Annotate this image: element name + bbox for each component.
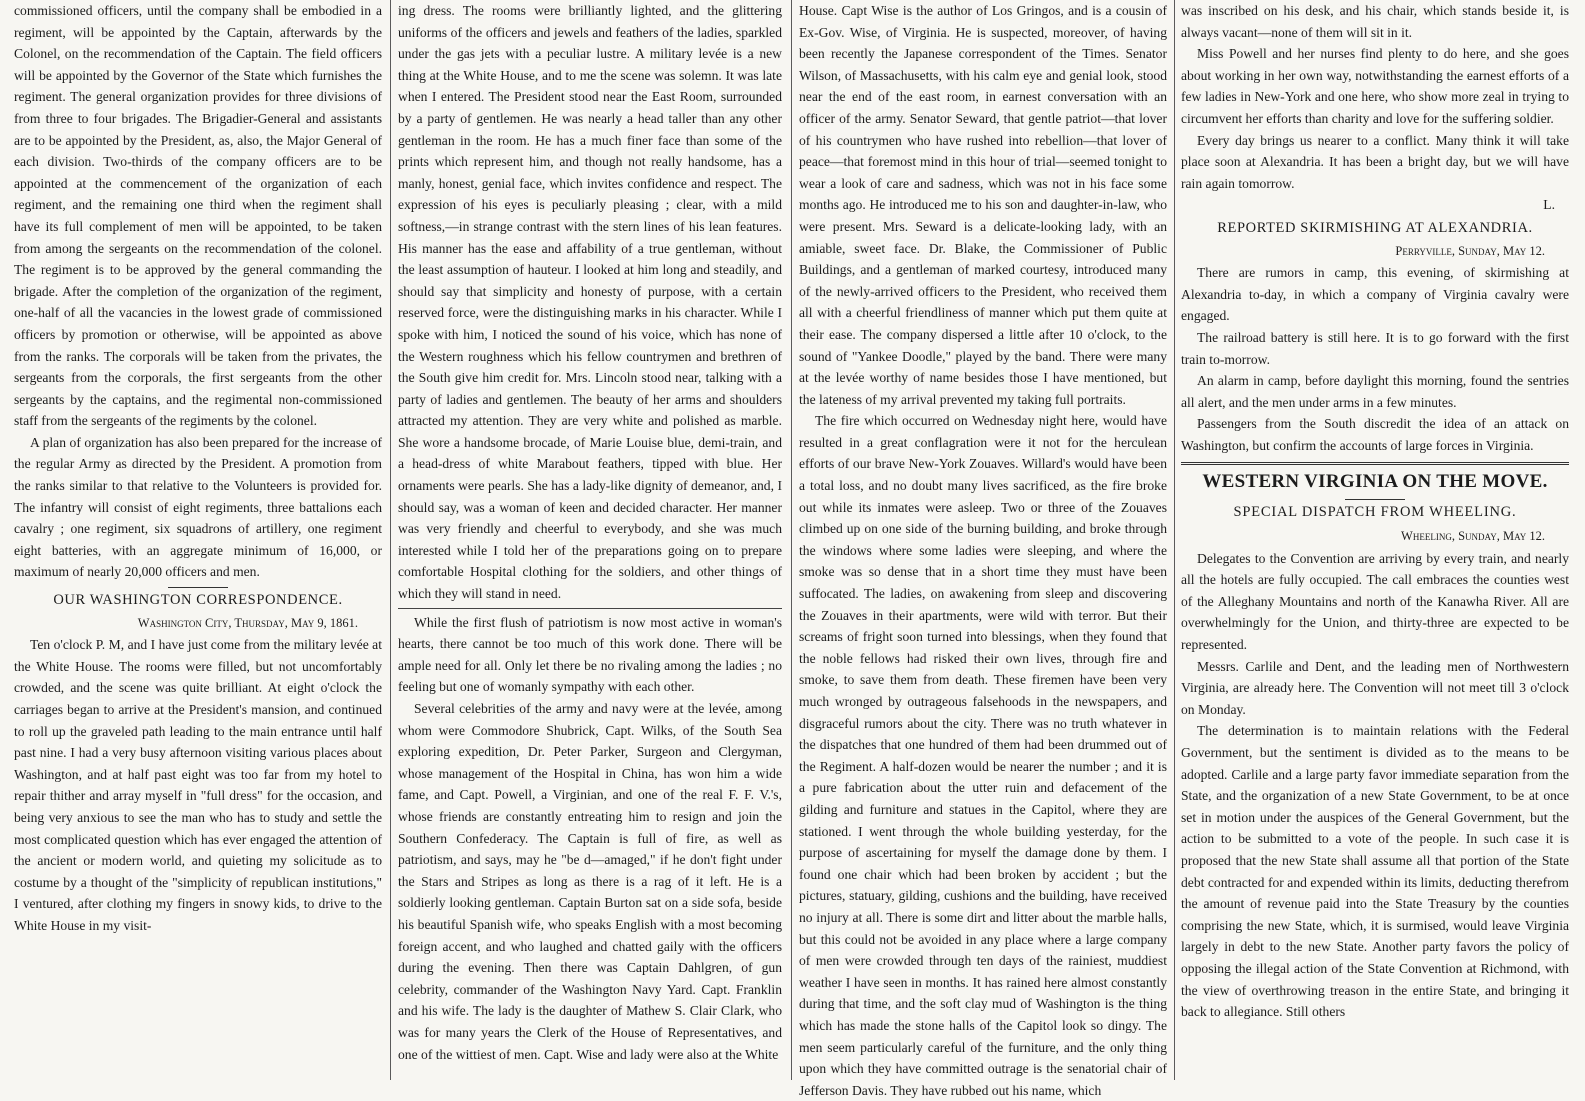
- paragraph: was inscribed on his desk, and his chair, which stands beside it, is always vacant—none of them will sit in it.: [1181, 3, 1569, 40]
- paragraph: An alarm in camp, before daylight this morning, found the sentries all alert, and the men under arms in a few minutes.: [1181, 373, 1569, 410]
- paragraph: Every day brings us nearer to a conflict. Many think it will take place soon at Alexandria. It has been a bright day, but we will have rain again tomorrow.: [1181, 132, 1569, 191]
- paragraph: Messrs. Carlile and Dent, and the leading men of Northwestern Virginia, are already here. The Convention will not meet till 3 o'clock on Monday.: [1181, 658, 1569, 717]
- paragraph: There are rumors in camp, this evening, of skirmishing at Alexandria to-day, in which a company of Virginia cavalry were engaged.: [1181, 265, 1569, 324]
- divider: [398, 608, 782, 609]
- column-rule: [390, 0, 391, 1080]
- paragraph: Delegates to the Convention are arriving by every train, and nearly all the hotels are fully occupied. The call embraces the counties west of the Alleghany Mountains and north of the Kanawha River. All are overwhelmingly for the Union, and thirty-three are expected to be represented.: [1181, 550, 1569, 653]
- column-1: [14, 0, 382, 1080]
- paragraph: A plan of organization has also been prepared for the increase of the regular Army as directed by the President. A promotion from the ranks similar to that relative to the Volunteers is provided for. The infantry will consist of eight regiments, three battalions each cavalry ; one regiment, six squadrons of artillery, one regiment eight batteries, with an aggregate minimum of 16,000, or maximum of nearly 20,000 officers and men.: [14, 434, 382, 580]
- article-heading: REPORTED SKIRMISHING AT ALEXANDRIA.: [1217, 219, 1533, 236]
- column-2: [398, 0, 782, 1080]
- column-rule: [1174, 0, 1175, 1080]
- divider: [1345, 499, 1405, 500]
- paragraph: Passengers from the South discredit the idea of an attack on Washington, but confirm the accounts of large forces in Virginia.: [1181, 416, 1569, 453]
- column-rule: [791, 0, 792, 1080]
- dateline: Washington City, Thursday, May 9, 1861.: [137, 615, 358, 630]
- column-4: [1181, 0, 1569, 1080]
- paragraph: While the first flush of patriotism is now most active in woman's hearts, there cannot be too much of this work done. There will be ample need for all. Only let there be no rivaling among the ladies ; no feeling but one of womanly sympathy with each other.: [398, 614, 782, 695]
- paragraph: Several celebrities of the army and navy were at the levée, among whom were Commodore Shubrick, Capt. Wilks, of the South Sea exploring expedition, Dr. Peter Parker, Surgeon and Clergyman, whose management of the Hospital in China, has won him a wide fame, and Capt. Powell, a Virginian, and one of the real F. F. V.'s, whose friends are constantly entreating him to resign and join the Southern Confederacy. The Captain is full of fire, as well as patriotism, and says, may he "be d—amaged," if he don't fight under the Stars and Stripes as long as there is a rag of it left. He is a soldierly looking gentleman. Captain Burton sat on a side sofa, beside his beautiful Spanish wife, who speaks English with a most becoming foreign accent, and who laughed and chatted gaily with the officers during the evening. Then there was Captain Dahlgren, of gun celebrity, commander of the Washington Navy Yard. Capt. Franklin and his wife. The lady is the daughter of Mathew S. Clair Clark, who was for many years the Clerk of the House of Representatives, and one of the wittiest of men. Capt. Wise and lady were also at the White: [398, 701, 782, 1062]
- paragraph: ing dress. The rooms were brilliantly lighted, and the glittering uniforms of the officers and jewels and feathers of the ladies, sparkled under the gas jets with a peculiar lustre. A military levée is a new thing at the White House, and to me the scene was solemn. It was late when I entered. The President stood near the East Room, surrounded by a party of gentlemen. He was nearly a head taller than any other gentleman in the room. He has a much finer face than some of the prints which represent him, and though not really handsome, has a manly, honest, genial face, which invites confidence and respect. The expression of his eyes is peculiarly pleasing ; clear, with a mild softness,—in strange contrast with the stern lines of his lean features. His manner has the ease and affability of a true gentleman, without the least assumption of hauteur. I looked at him long and steadily, and should say that simplicity and honesty of purpose, with a certain reserved force, were the distinguishing marks in his character. While I spoke with him, I noticed the sound of his voice, which has none of the Western roughness which his fellow countrymen and brethren of the South give him credit for. Mrs. Lincoln stood near, talking with a party of ladies and gentlemen. The beauty of her arms and shoulders attracted my attention. They are very white and polished as marble. She wore a handsome brocade, of Marie Louise blue, demi-train, and a head-dress of white Marabout feathers, tipped with blue. Her ornaments were pearls. She has a lady-like dignity of demeanor, and, I should say, was a woman of keen and decided character. Her manner was very friendly and cheerful to everybody, and she was much interested while I told her of the preparations going on to prepare comfortable Hospital clothing for the soldiers, and other things of which they will stand in need.: [398, 3, 782, 602]
- paragraph: The fire which occurred on Wednesday night here, would have resulted in a great conflagration were it not for the herculean efforts of our brave New-York Zouaves. Willard's would have been a total loss, and no doubt many lives sacrificed, as the fire broke out while its inmates were asleep. Two or three of the Zouaves climbed up on one side of the burning building, and broke through the windows where some ladies were sleeping, and where the smoke was so dense that in a short time they must have been suffocated. The ladies, on awakening from sleep and discovering the Zouaves in their apartments, were wild with terror. But their screams of fright soon turned into blessings, when they found that the noble fellows had risked their own lives, through fire and smoke, to save them from death. These firemen have been very much wronged by outrageous falsehoods in the newspapers, and disgraceful rumors about the city. There was no truth whatever in the dispatches that one hundred of them had been drummed out of the Regiment. A half-dozen would be nearer the number ; and it is a pure fabrication about the utter ruin and defacement of the gilding and furniture and statues in the Capitol, where they are stationed. I went through the whole building yesterday, for the purpose of ascertaining for myself the damage done by them. I found one chair which had been broken by accident ; but the pictures, statuary, gilding, cushions and the building, have received no injury at all. There is some dirt and litter about the marble halls, but this could not be avoided in any place where a large company of men were crowded through ten days of the rainiest, muddiest weather I have seen in months. It has rained here almost constantly during that time, and the soft clay mud of Washington is the thing which has made the stone halls of the Capitol look so dingy. The men seem particularly careful of the furniture, and the only thing upon which they have committed outrage is the senatorial chair of Jefferson Davis. They have rubbed out his name, which: [799, 413, 1167, 1098]
- paragraph: The railroad battery is still here. It is to go forward with the first train to-morrow.: [1181, 329, 1569, 367]
- paragraph: House. Capt Wise is the author of Los Gringos, and is a cousin of Ex-Gov. Wise, of Virginia. He is suspected, moreover, of having been recently the Japanese correspondent of the Times. Senator Wilson, of Massachusetts, with his calm eye and genial look, stood near the end of the east room, in earnest conversation with an officer of the army. Senator Seward, that gentle patriot—that lover of his countrymen who have rushed into rebellion—that lover of peace—that foremost mind in this hour of trial—seemed tonight to wear a look of care and sadness, which was not in his face some months ago. He introduced me to his son and daughter-in-law, who were present. Mrs. Seward is a delicate-looking lady, with an amiable, sweet face. Dr. Blake, the Commissioner of Public Buildings, and a gentleman of marked courtesy, introduced many of the newly-arrived officers to the President, who received them all with a cheerful friendliness of manner which put them quite at their ease. The company dispersed a little after 10 o'clock, to the sound of "Yankee Doodle," played by the band. There were many at the levée worthy of name besides those I have mentioned, but the lateness of my arrival prevented my taking full portraits.: [799, 3, 1167, 407]
- paragraph: Miss Powell and her nurses find plenty to do here, and she goes about working in her own way, notwithstanding the earnest efforts of a few ladies in New-York and one here, who show more zeal in trying to circumvent her efforts than charity and love for the suffering soldier.: [1181, 46, 1569, 126]
- article-headline: WESTERN VIRGINIA ON THE MOVE.: [1181, 462, 1569, 495]
- dateline: Wheeling, Sunday, May 12.: [1401, 529, 1545, 544]
- paragraph: commissioned officers, until the company shall be embodied in a regiment, will be appointed by the Captain, afterwards by the Colonel, on the recommendation of the Captain. The field officers will be appointed by the Governor of the State which furnishes the regiment. The general organization provides for three divisions of from three to four brigades. The Brigadier-General and assistants are to be appointed by the President, as, also, the Major General of each division. Two-thirds of the company officers are to be appointed at the commencement of the organization of each regiment, and the remaining one third when the regiment shall have its full complement of men will be appointed, to be taken from among the sergeants on the recommendation of the colonel. The regiment is to be approved by the general commanding the brigade. After the completion of the organization of the regiment, one-half of all the vacancies in the lowest grade of commissioned officers by promotion or otherwise, will be appointed as above from the ranks. The corporals will be taken from the privates, the sergeants from the corporals, the first sergeants from the other sergeants by the captains, and the regimental non-commissioned staff from the sergeants of the regiments by the colonel.: [14, 3, 382, 429]
- article-subheading: SPECIAL DISPATCH FROM WHEELING.: [1233, 504, 1517, 521]
- paragraph: The determination is to maintain relations with the Federal Government, but the sentiment is divided as to the means to be adopted. Carlile and a large party favor immediate separation from the State, and the organization of a new State Government, to be at once set in motion under the auspices of the General Government, but the action to be submitted to a vote of the people. In such case it is proposed that the new State shall assume all that portion of the State debt contracted for and expended within its limits, deducting therefrom the amount of revenue paid into the State Treasury by the counties comprising the new State, which, it is surmised, would leave Virginia largely in debt to the new State. Another party favors the policy of opposing the illegal action of the State Convention at Richmond, with the view of overthrowing treason in the entire State, and bringing it back to allegiance. Still others: [1181, 723, 1569, 1020]
- column-3: [799, 0, 1167, 1098]
- divider: [168, 587, 228, 588]
- dateline: Perryville, Sunday, May 12.: [1395, 243, 1545, 258]
- article-heading: OUR WASHINGTON CORRESPONDENCE.: [53, 592, 343, 609]
- paragraph: Ten o'clock P. M, and I have just come from the military levée at the White House. The rooms were filled, but not uncomfortably crowded, and the scene was quite brilliant. At eight o'clock the carriages began to arrive at the President's mansion, and continued to roll up the graveled path leading to the main entrance until half past nine. I had a very busy afternoon visiting various places about Washington, and at half past eight was too far from my hotel to repair thither and array myself in "full dress" for the occasion, and being very anxious to see the man who has to study and settle the most complicated question which has ever engaged the attention of the ancient or modern world, and quieting my solicitude as to costume by a thought of the "simplicity of republican institutions," I ventured, after clothing my fingers in snowy kids, to drive to the White House in my visit-: [14, 637, 382, 933]
- signature-initial: L.: [1543, 197, 1555, 213]
